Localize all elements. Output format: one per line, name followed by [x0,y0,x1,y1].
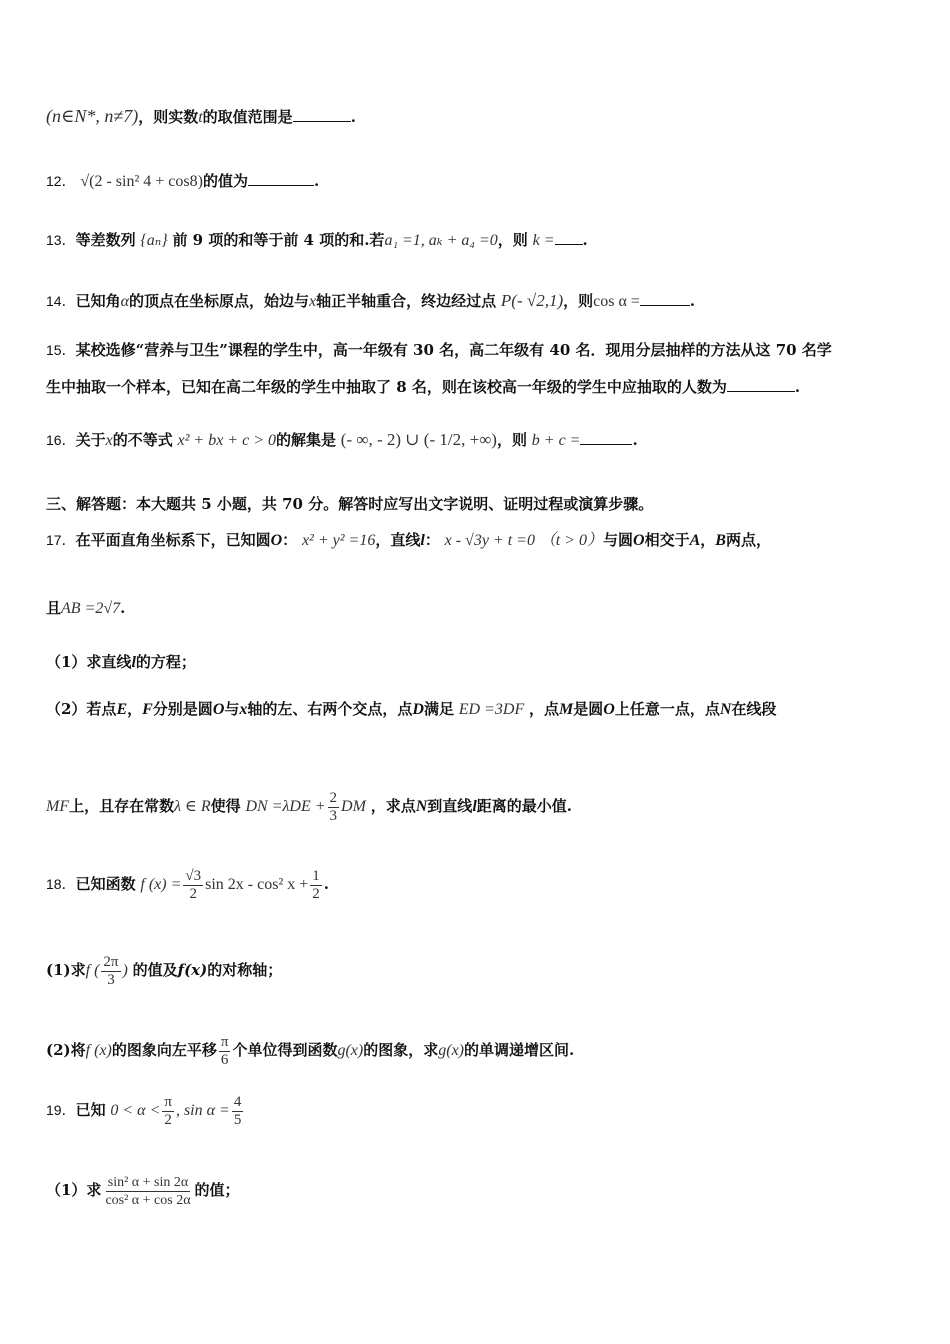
answer-blank [555,230,583,245]
question-17-part1: （1）求直线l的方程； [46,653,196,671]
q12-expression: √(2 - sin² 4 + cos8) [80,173,203,190]
question-18: 18．已知函数 f (x) = $\frac{√3}{2}$ sin 2x - cos² x + $\frac{1}{2}$ . [46,867,329,902]
q17-line: x - √3y + t =0 [444,532,535,549]
q17-circle: x² + y² =16 [301,532,376,549]
question-12: 12． √(2 - sin² 4 + cos8)的值为 . [46,172,320,190]
q14-point: P(- √2,1) [500,291,564,310]
q11-condition: (n∈N*, n≠7) [46,106,139,126]
section-3-heading: 三、解答题：本大题共 5 小题，共 70 分。解答时应写出文字说明、证明过程或演算步骤。 [46,495,654,513]
question-19-part1: （1）求 $\frac{\text{sin² α + sin 2α}}{\text{cos² α + cos 2α}}$ 的值； [46,1174,240,1208]
q19-fraction: $\frac{\text{sin² α + sin 2α}}{\text{cos² α + cos 2α}}$ [105,1174,191,1208]
answer-blank [640,291,690,306]
q13-condition: a₁ =1, aₖ + a₄ =0 [384,232,498,249]
q16-solution-set: (- ∞, - 2) ∪ (- 1/2, +∞) [340,430,497,449]
answer-blank [293,107,351,122]
question-14: 14．已知角α的顶点在坐标原点，始边与x轴正半轴重合，终边经过点 P(- √2,1)，则cos α = . [46,291,696,310]
question-18-part1: (1)求f ( $\frac{2\pi}{3}$ ) 的值及f(x)的对称轴； [46,953,283,988]
question-15-line1: 15．某校选修“营养与卫生”课程的学生中，高一年级有 30 名，高二年级有 40 名．现用分层抽样的方法从这 70 名学 [46,341,832,359]
question-17-part2: （2）若点E，F分别是圆O与x轴的左、右两个交点，点D满足 ED =3DF ，点M是圆O上任意一点，点N在线段 [46,700,777,718]
question-17: 17．在平面直角坐标系下，已知圆O： x² + y² =16，直线l： x - √3y + t =0 （t > 0）与圆O相交于A，B两点， [46,531,771,549]
question-18-part2: (2)将f (x)的图象向左平移 $\frac{\pi}{6}$ 个单位得到函数g(x)的图象，求g(x)的单调递增区间. [46,1033,575,1068]
question-19: 19．已知 0 < α < $\frac{\pi}{2}$ , sin α = $\frac{4}{5}$ [46,1093,242,1128]
answer-blank [580,430,632,445]
q16-inequality: x² + bx + c > 0 [177,432,276,449]
q11-tail: (n∈N*, n≠7)，则实数t的取值范围是 . [46,106,356,126]
answer-blank [727,377,795,392]
q13-sequence: {aₙ} [140,232,168,249]
question-16: 16．关于x的不等式 x² + bx + c > 0的解集是 (- ∞, - 2) ∪ (- 1/2, +∞)，则 b + c = . [46,430,638,449]
q17-fraction: $\frac{2}{3}$ [329,789,338,824]
answer-blank [248,171,314,186]
q17-vector-eq: ED =3DF [458,701,525,718]
question-13: 13．等差数列 {aₙ} 前 9 项的和等于前 4 项的和.若a₁ =1, aₖ + a₄ =0，则 k = . [46,231,588,249]
question-17-cont: 且AB =2√7. [46,599,126,617]
question-15-line2: 生中抽取一个样本，已知在高二年级的学生中抽取了 8 名，则在该校高一年级的学生中应抽取的人数为 . [46,378,801,396]
question-17-part2-cont: MF上，且存在常数λ ∈ R使得 DN =λDE + $\frac{2}{3}$ DM ，求点N到直线l距离的最小值. [46,789,572,824]
